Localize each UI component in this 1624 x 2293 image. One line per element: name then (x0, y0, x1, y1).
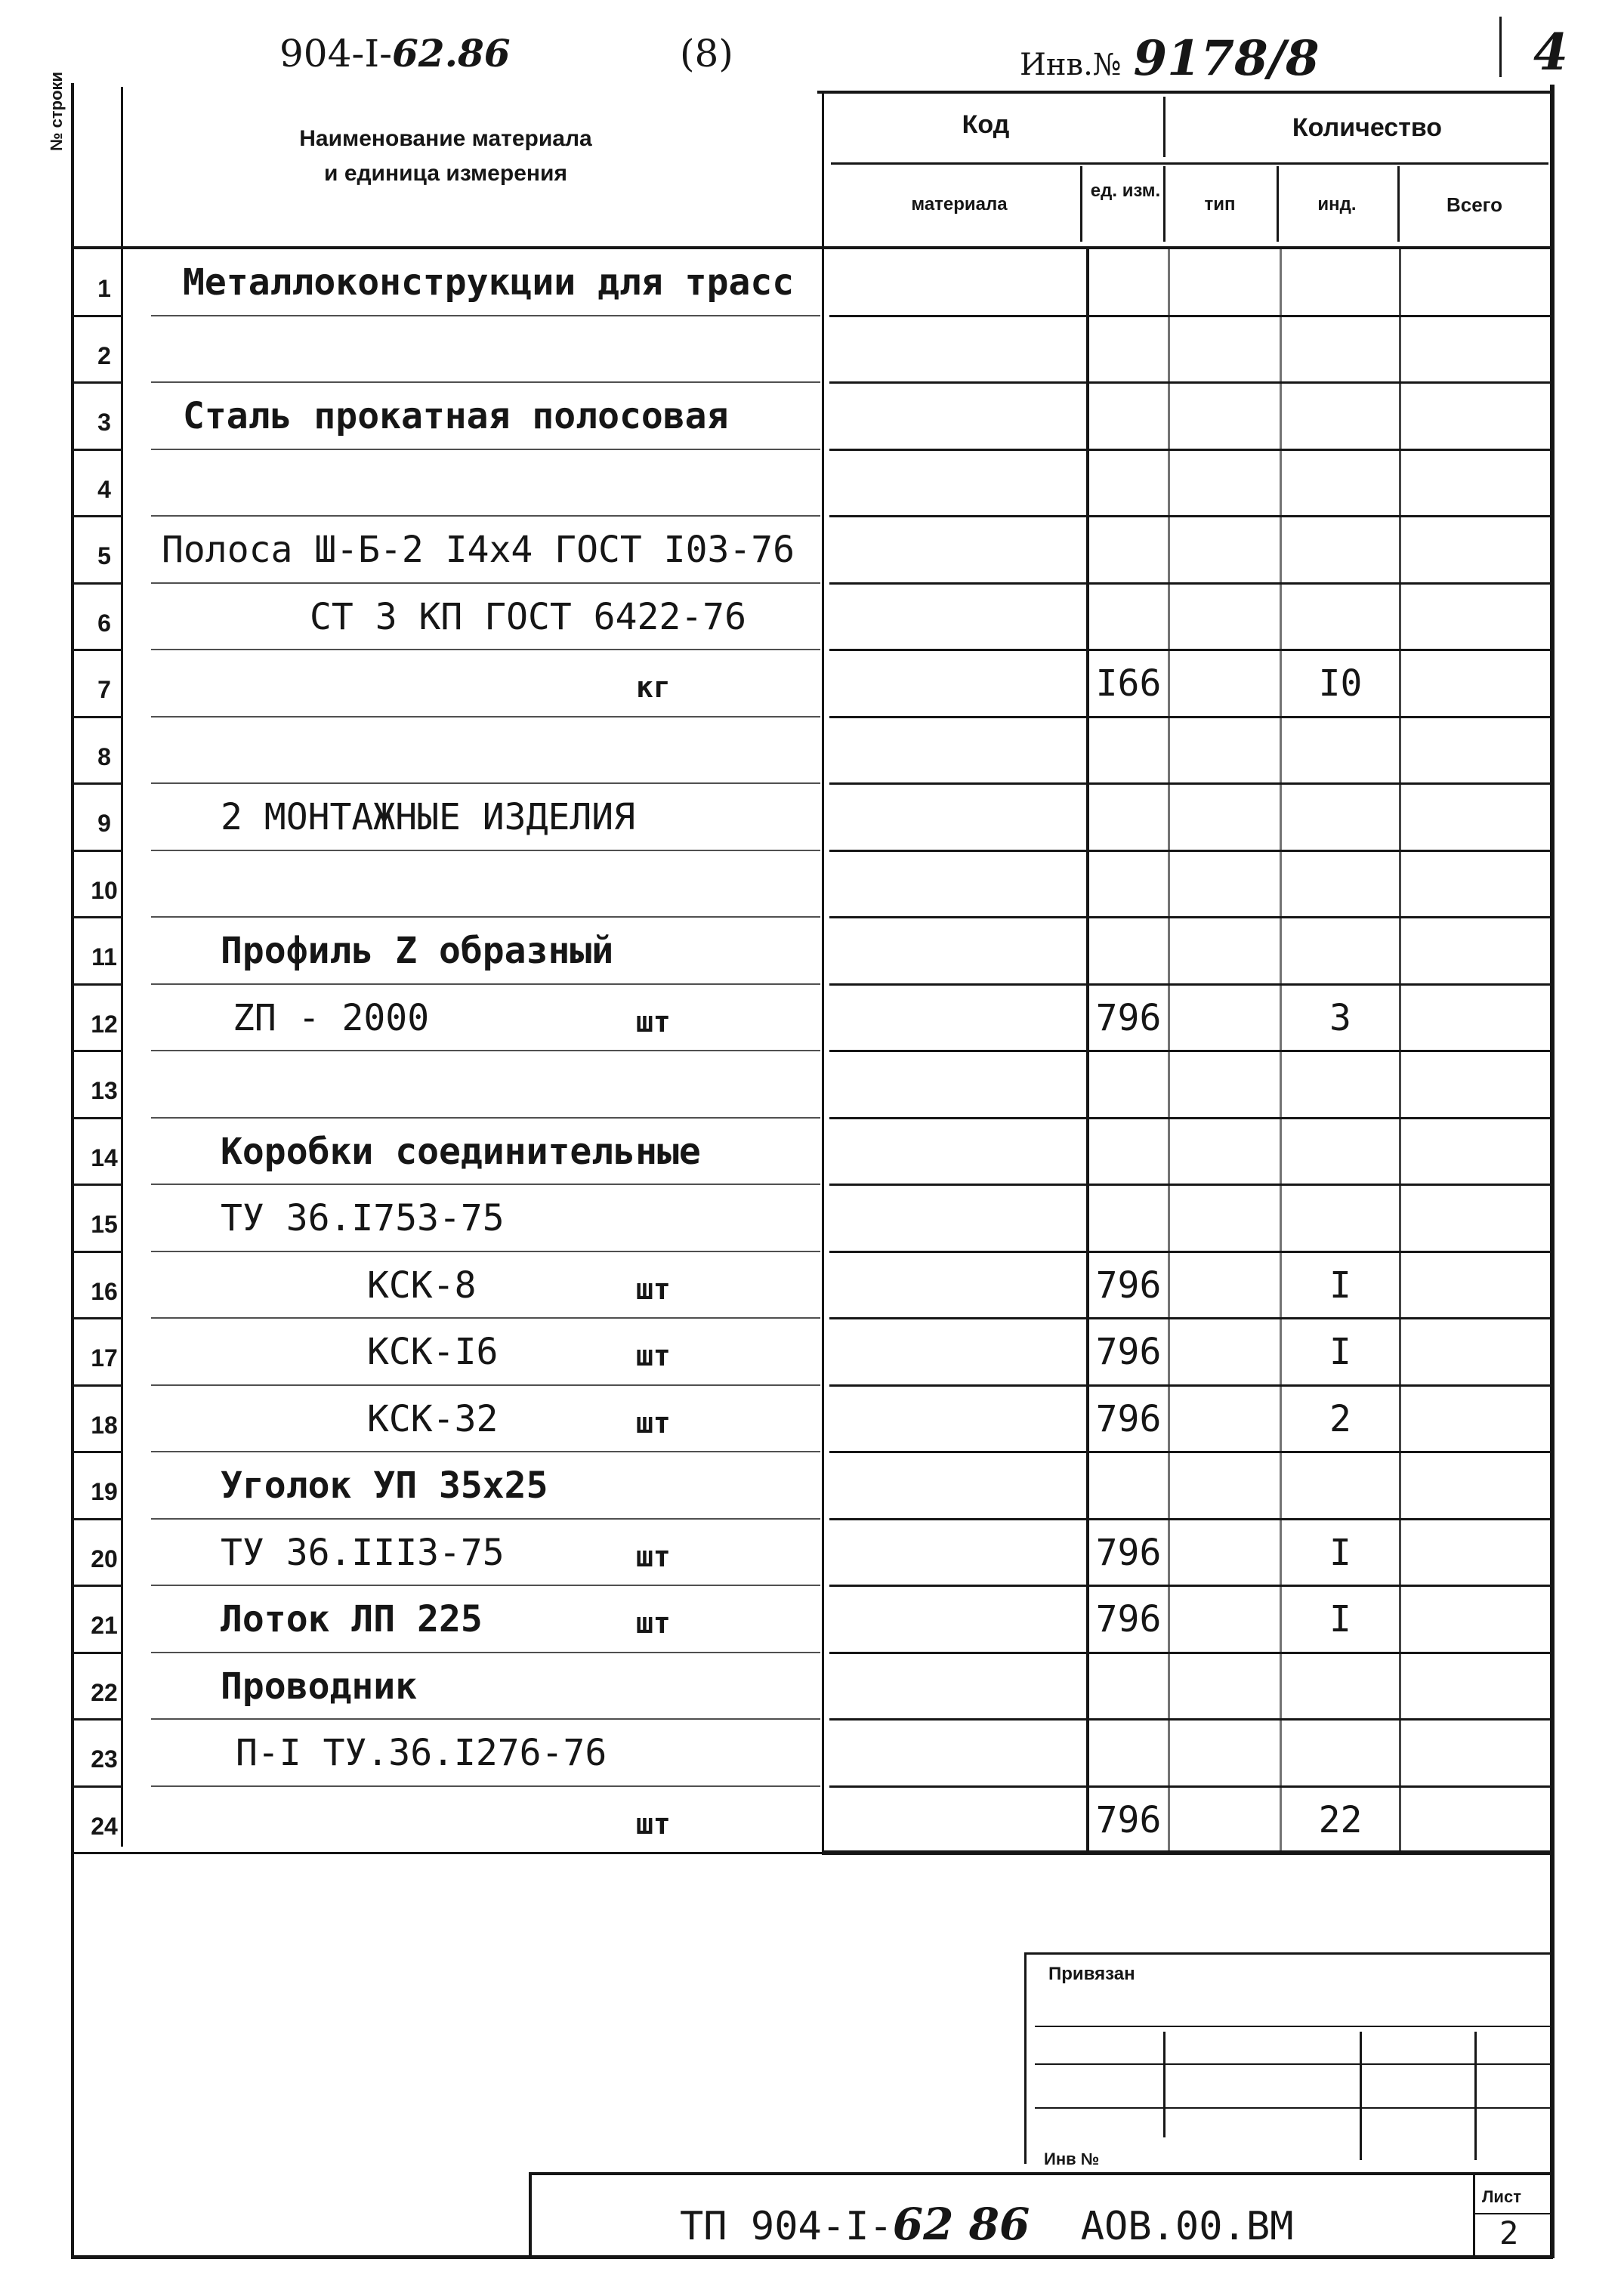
row-number: 21 (91, 1612, 118, 1639)
row-number: 10 (91, 876, 118, 904)
unit-of-measure: шт (636, 1272, 671, 1306)
document-prefix: ТП 904-I- (680, 2204, 893, 2249)
row-number: 24 (91, 1812, 118, 1840)
frame-right (1550, 85, 1555, 2258)
unit-code-value: 796 (1095, 1531, 1162, 1574)
material-name: Проводник (221, 1665, 418, 1708)
total-header: Всего (1446, 193, 1503, 216)
row-number: 17 (91, 1344, 118, 1372)
frame-left (71, 83, 74, 2258)
type-header: тип (1204, 194, 1236, 214)
name-header-line2: и единица измерения (324, 160, 567, 186)
material-code-header: материала (911, 194, 1008, 214)
code-header: Код (962, 110, 1010, 139)
document-suffix: АОВ.00.ВМ (1080, 2204, 1294, 2249)
row-number: 22 (91, 1678, 118, 1706)
row-number: 3 (97, 409, 111, 436)
series-handwritten: 62.86 (391, 31, 511, 76)
ind-header: инд. (1317, 194, 1357, 214)
unit-of-measure: шт (636, 1005, 671, 1038)
sheet-label: Лист (1482, 2187, 1521, 2206)
individual-quantity: I0 (1318, 662, 1363, 705)
unit-code-value: 796 (1095, 996, 1162, 1039)
material-name: Сталь прокатная полосовая (183, 395, 729, 437)
quantity-header: Количество (1292, 113, 1443, 142)
row-number: 15 (91, 1211, 118, 1238)
material-name: Полоса Ш-Б-2 I4x4 ГОСТ I03-76 (162, 529, 795, 571)
row-number: 4 (97, 475, 111, 503)
unit-of-measure: шт (636, 1807, 671, 1841)
material-name: Металлоконструкции для трасс (183, 261, 795, 304)
document-handwritten: 62 86 (892, 2199, 1030, 2250)
material-name: Уголок УП 35x25 (221, 1464, 548, 1507)
material-name: КСК-8 (367, 1264, 477, 1307)
row-number: 20 (91, 1545, 118, 1572)
row-number: 13 (91, 1077, 118, 1104)
sheet-marker: (8) (680, 32, 733, 76)
individual-quantity: 22 (1318, 1798, 1363, 1841)
row-number: 16 (91, 1277, 118, 1305)
individual-quantity: I (1329, 1531, 1351, 1574)
material-name: Лоток ЛП 225 (221, 1598, 483, 1640)
material-name: Профиль Z образный (221, 930, 614, 972)
unit-code-value: 796 (1095, 1798, 1162, 1841)
privyazan-label: Привязан (1048, 1964, 1135, 1984)
row-number: 18 (91, 1411, 118, 1439)
row-number: 1 (97, 275, 111, 302)
individual-quantity: I (1329, 1264, 1351, 1307)
material-name: Коробки соединительные (221, 1130, 701, 1173)
row-number: 9 (97, 810, 111, 837)
row-number: 12 (91, 1010, 118, 1038)
unit-code-value: 796 (1095, 1397, 1162, 1440)
material-name: КСК-32 (367, 1397, 499, 1440)
inventory-label: Инв.№ (1020, 48, 1122, 82)
series-prefix: 904-I- (279, 32, 392, 76)
unit-code-value: 796 (1095, 1264, 1162, 1307)
inventory-number (1020, 30, 1320, 87)
page-number: 4 (1533, 23, 1568, 82)
material-name: ZП - 2000 (233, 996, 430, 1039)
series-code (279, 31, 511, 76)
inventory-no-label: Инв № (1044, 2149, 1100, 2168)
name-header-line1: Наименование материала (299, 126, 592, 151)
individual-quantity: I (1329, 1331, 1351, 1373)
sheet-number: 2 (1499, 2214, 1519, 2251)
row-number: 2 (97, 341, 111, 369)
material-name: СТ 3 КП ГОСТ 6422-76 (310, 595, 746, 638)
row-number-header: № строки (47, 71, 66, 151)
name-column-header (227, 127, 665, 185)
unit-code-header: ед. изм. (1090, 181, 1161, 201)
unit-of-measure: шт (636, 1406, 671, 1440)
row-number: 7 (97, 676, 111, 703)
material-name: 2 МОНТАЖНЫЕ ИЗДЕЛИЯ (221, 796, 636, 838)
unit-code-value: I66 (1095, 662, 1162, 705)
row-number: 11 (91, 943, 117, 971)
row-number: 8 (97, 742, 111, 770)
row-number: 6 (97, 609, 111, 637)
document-designation (680, 2199, 1294, 2250)
material-name: П-I ТУ.36.I276-76 (236, 1732, 607, 1774)
row-number: 19 (91, 1478, 118, 1505)
unit-of-measure: шт (636, 1339, 671, 1372)
individual-quantity: I (1329, 1598, 1351, 1640)
unit-code-value: 796 (1095, 1331, 1162, 1373)
unit-of-measure: шт (636, 1539, 671, 1573)
material-name: ТУ 36.III3-75 (221, 1531, 505, 1574)
unit-code-value: 796 (1095, 1598, 1162, 1640)
row-number: 5 (97, 542, 111, 569)
inventory-handwritten: 9178/8 (1133, 30, 1320, 87)
individual-quantity: 2 (1329, 1397, 1351, 1440)
material-name: КСК-I6 (367, 1331, 499, 1373)
individual-quantity: 3 (1329, 996, 1351, 1039)
row-number: 14 (91, 1143, 118, 1171)
row-number: 23 (91, 1745, 118, 1773)
unit-of-measure: кг (636, 671, 671, 704)
frame-bottom (71, 2255, 1553, 2259)
material-name: ТУ 36.I753-75 (221, 1197, 505, 1239)
frame-top (817, 91, 1555, 94)
unit-of-measure: шт (636, 1606, 671, 1640)
